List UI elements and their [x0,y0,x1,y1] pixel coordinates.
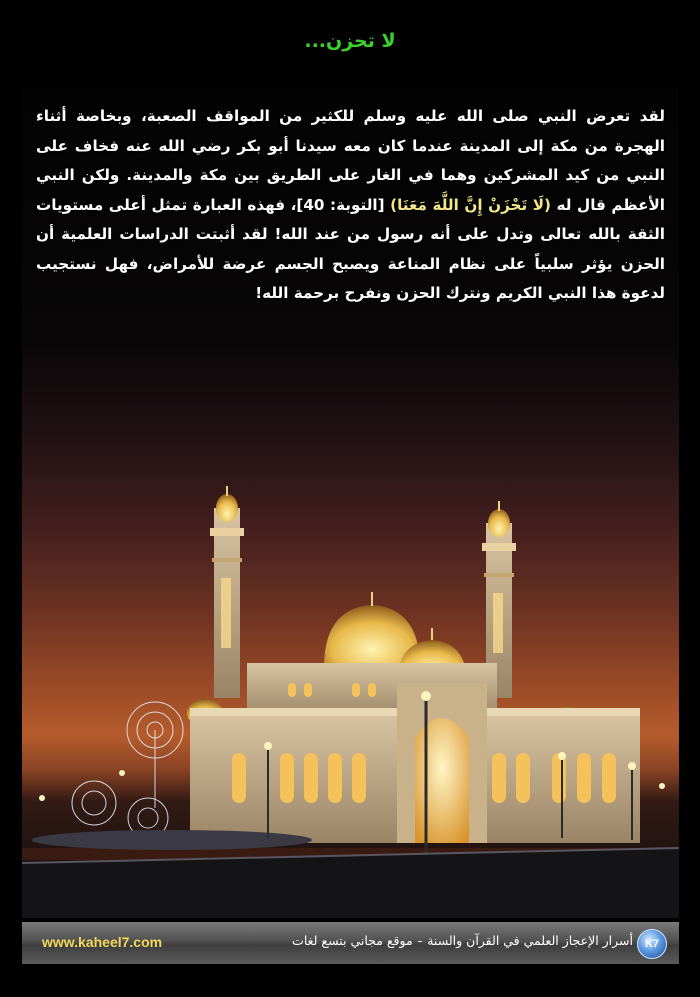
content-panel [22,88,679,918]
fountain-pool [32,830,312,850]
tagline-sub: موقع مجاني بتسع لغات [292,933,413,948]
site-tagline [292,933,633,948]
passage-part-1: لقد تعرض النبي صلى الله عليه وسلم للكثير من المواقف الصعبة، وبخاصة أثناء الهجرة من مكة إلى المدينة عندما كان معه سيدنا أبو بكر رضي الله عنه فخاف على النبي من كيد المشركين وهما في الغار على الطريق بين مكة والمدينة. ولكن النبي الأعظم قال له [36,107,665,214]
entrance-arch [415,718,469,843]
left-minaret [210,486,244,698]
tagline-main: أسرار الإعجاز العلمي في القرآن والسنة [427,933,633,948]
footer-bar [22,922,679,964]
passage-part-2: [التوبة: 40]، فهذه العبارة تمثل أعلى مستويات الثقة بالله تعالى وتدل على أنه رسول من عند الله! لقد أثبتت الدراسات العلمية أن الحزن يؤثر سلبياً على نظام المناعة ويصبح الجسم عرضة للأمراض، فهل نستجيب لدعوة هذا النبي الكريم ونترك الحزن ونفرح برحمة الله! [36,195,665,302]
website-link[interactable]: www.kaheel7.com [42,934,163,950]
fountains [72,702,183,838]
tagline-separator: - [417,933,423,948]
mosque-image [22,468,679,918]
page-title: لا تحزن... [304,30,396,52]
passage-text [36,102,665,309]
site-logo-icon[interactable]: K7 [637,929,667,959]
quran-quote: (لَا تَحْزَنْ إِنَّ اللَّهَ مَعَنَا) [390,195,551,214]
